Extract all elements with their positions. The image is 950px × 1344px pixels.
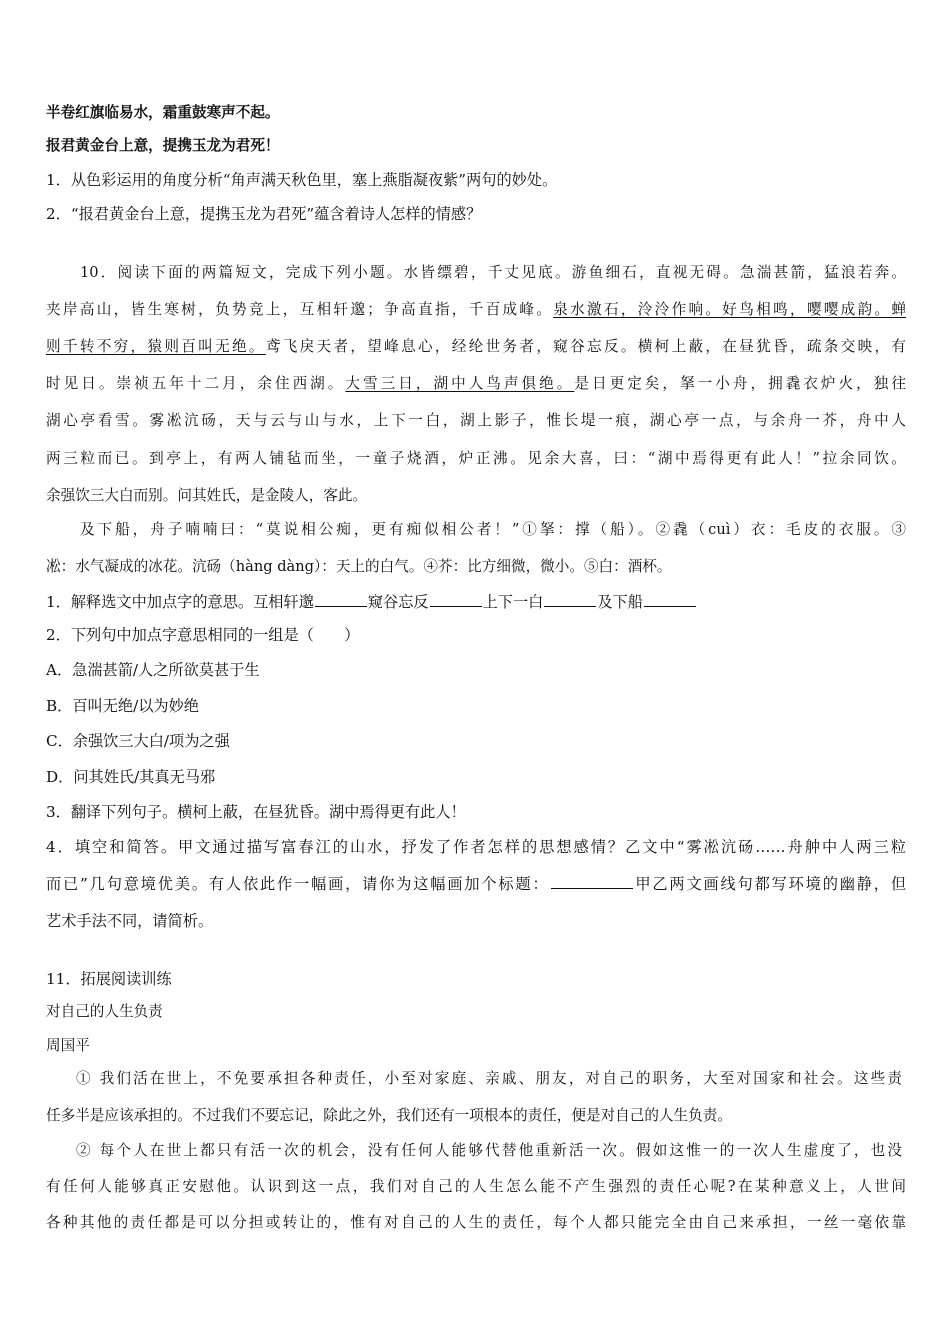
q10-line-7: 余强饮三大白而别。问其姓氏，是金陵人，客此。 [46,487,368,504]
underlined-sentence: 泉水激石，泠泠作响。好鸟相鸣，嘤嘤成韵。蝉 [553,301,906,318]
answer-blank[interactable] [544,592,596,607]
q10-sub3: 3．翻译下列句子。横柯上蔽，在昼犹昏。湖中焉得更有此人！ [46,803,466,821]
article-p1-line-1: ① 我们活在世上，不免要承担各种责任，小至对家庭、亲戚、朋友，对自己的职务，大至对国家和社会。这些责 [76,1070,902,1087]
q10-sub4-line-1: 4．填空和简答。甲文通过描写富春江的山水，抒发了作者怎样的思想感情？乙文中“雾凇沆砀……舟舯中人两三粒 [46,838,906,856]
option-a: A．急湍甚箭/人之所欲莫甚于生 [46,661,260,679]
underlined-sentence: 则千转不穷，猿则百叫无绝。 [46,338,266,355]
article-p2-line-3: 各种其他的责任都是可以分担或转让的，惟有对自己的人生的责任，每个人都只能完全由自己来承担，一丝一毫依靠 [46,1214,906,1231]
article-p1-line-2: 任多半是应该承担的。不过我们不要忘记，除此之外，我们还有一项根本的责任，便是对自己的人生负责。 [46,1107,732,1124]
q10-sub4-line-3: 艺术手法不同，请简析。 [46,912,214,930]
q11-heading: 11．拓展阅读训练 [46,970,172,988]
q10-sub1: 1．解释选文中加点字的意思。互相轩邈 窥谷忘反 上下一白 及下船 [46,592,697,612]
q10-line-8: 及下船，舟子喃喃曰：“莫说相公痴，更有痴似相公者！”①拏：撑（船）。②毳（cuì）衣：毛皮的衣服。③ [80,521,906,538]
q10-line-6: 两三粒而已。到亭上，有两人铺毡而坐，一童子烧酒，炉正沸。见余大喜，曰：“湖中焉得更有此人！”拉余同饮。 [46,450,906,467]
article-author: 周国平 [46,1037,90,1054]
q10-line-4: 时见日。崇祯五年十二月，余住西湖。大雪三日，湖中人鸟声俱绝。是日更定矣，拏一小舟，拥毳衣炉火，独往 [46,375,906,392]
poem-line-2: 报君黄金台上意，提携玉龙为君死！ [46,137,280,154]
q10-line-1: 10．阅读下面的两篇短文，完成下列小题。水皆缥碧，千丈见底。游鱼细石，直视无碍。急湍甚箭，猛浪若奔。 [80,264,906,281]
answer-blank[interactable] [315,592,367,607]
poem-line-1: 半卷红旗临易水，霜重鼓寒声不起。 [46,104,280,121]
q10-line-3: 则千转不穷，猿则百叫无绝。鸢飞戾天者，望峰息心，经纶世务者，窥谷忘反。横柯上蔽，在昼犹昏，疏条交映，有 [46,338,906,355]
option-b: B．百叫无绝/以为妙绝 [46,697,199,715]
article-p2-line-1: ② 每个人在世上都只有活一次的机会，没有任何人能够代替他重新活一次。假如这惟一的一次人生虚度了，也没 [76,1142,902,1159]
underlined-sentence: 大雪三日，湖中人鸟声俱绝。 [345,375,575,392]
answer-blank[interactable] [644,592,696,607]
q10-sub2: 2．下列句中加点字意思相同的一组是（ ） [46,626,360,644]
article-p2-line-2: 有任何人能够真正安慰他。认识到这一点，我们对自己的人生怎么能不产生强烈的责任心呢?在某种意义上，人世间 [46,1178,906,1195]
article-title: 对自己的人生负责 [46,1003,163,1020]
option-d: D．问其姓氏/其真无马邪 [46,768,216,786]
title-blank[interactable] [551,874,633,889]
q10-line-9: 凇：水气凝成的冰花。沆砀（hàng dàng）：天上的白气。④芥：比方细微，微小。⑤白：酒杯。 [46,558,672,575]
q10-line-2: 夹岸高山，皆生寒树，负势竞上，互相轩邈；争高直指，千百成峰。泉水激石，泠泠作响。好鸟相鸣，嘤嘤成韵。蝉 [46,301,906,318]
q9-sub2: 2．“报君黄金台上意，提携玉龙为君死”蕴含着诗人怎样的情感？ [46,205,482,223]
q10-line-5: 湖心亭看雪。雾凇沆砀，天与云与山与水，上下一白，湖上影子，惟长堤一痕，湖心亭一点，与余舟一芥，舟中人 [46,412,906,429]
option-c: C．余强饮三大白/项为之强 [46,732,230,750]
answer-blank[interactable] [430,592,482,607]
q10-sub4-line-2: 而已”几句意境优美。有人依此作一幅画，请你为这幅画加个标题： 甲乙两文画线句都写环境的幽静，但 [46,875,907,893]
q9-sub1: 1．从色彩运用的角度分析“角声满天秋色里，塞上燕脂凝夜紫”两句的妙处。 [46,171,558,189]
